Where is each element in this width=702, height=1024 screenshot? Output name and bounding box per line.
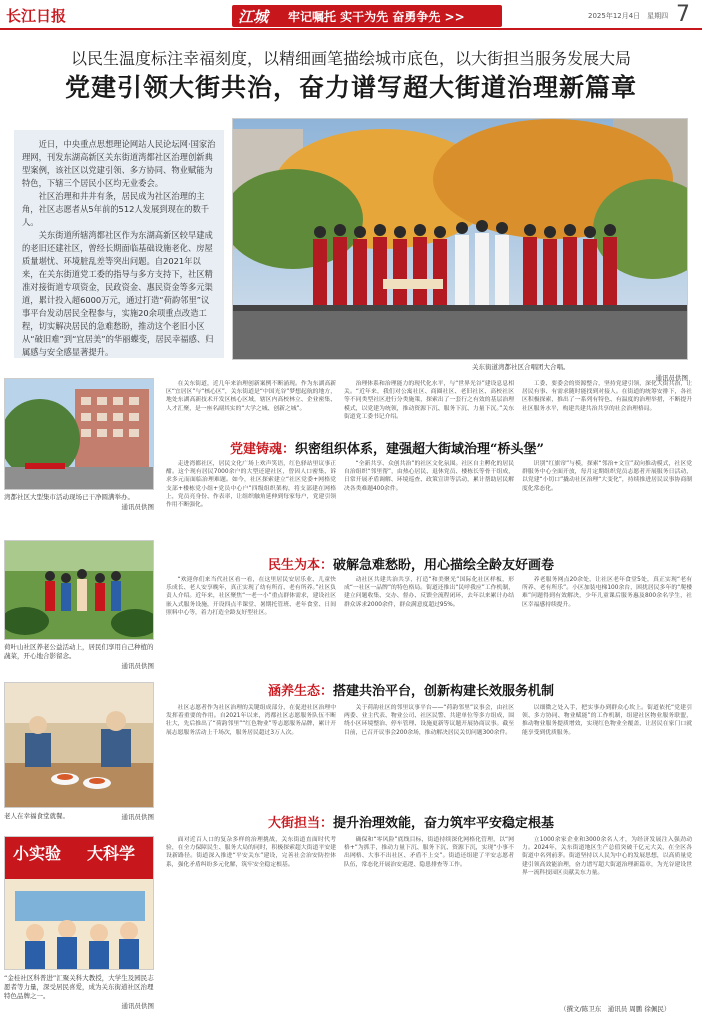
body-s1-col-1: 走进湾都社区，居民文化广场上欢声笑语，红色驿站里议事正酣。这个现有居民7000余户的大型还建社区，曾因人口密集、诉求多元而面临治理难题。如今，社区探索建立“社区党委+网格党支部+楼栋党小组+党员中心户”四级组织架构，将支部建在网格上，党员亮身份、作表率，让组织触角延伸到每家每户，党建引领作用不断强化。 [166, 461, 336, 509]
body-s3-col-3: 以细微之处入手，把实事办到群众心坎上。街道依托“党建引领、多方协同、物业赋能”的工作机制，组建社区物业服务联盟，推动物业服务提质增效，实现红色物业全覆盖，让居民在家门口就能享受到优质服务。 [522, 705, 692, 736]
photo-buildings [4, 378, 154, 490]
body-s1-col-2: “全新共享、众创共治”的社区文化氛围。社区自主孵化的居民自治组织“邻里帮”，由热心居民、退休党员、楼栋长等骨干组成，日常开展矛盾调解、环境巡查、政策宣讲等活动，累计帮助居民解决各类难题400余件。 [344, 461, 514, 492]
body-s2-col-2: 动社区共建共治共享，打造“和美聚光”国际化社区样板，形成“一社区一品牌”的特色格局。街道还推出“民呼我应”工作机制，建立问题收集、交办、督办、反馈全流程闭环，去年以来累计办结群众诉求2000余件，群众满意度超过95%。 [344, 577, 514, 608]
section-2-heading [268, 554, 554, 573]
main-photo-choir [232, 118, 688, 360]
section-3-title: 搭建共治平台，创新构建长效服务机制 [333, 684, 555, 699]
newspaper-logo: 长江日报 [6, 7, 67, 25]
photo-elderly-caption: 老人在幸福食堂就餐。 [4, 812, 69, 820]
photo-garden-credit: 通讯员供图 [121, 662, 154, 670]
section-1-heading [230, 438, 544, 457]
buildings-image [5, 379, 154, 490]
lead-paragraph: 近日，中央重点思想理论网站人民论坛网·国家治理网，刊发东湖高新区关东街道湾都社区治理创新典型案例，该社区以党建引领、多方协同、物业赋能为特色，下辖三个居民小区均无业委会。 [22, 139, 216, 188]
photo-garden [4, 540, 154, 640]
page-number: 7 [676, 2, 690, 27]
main-photo-caption: 关东街道湾都社区合唱团大合唱。 [472, 363, 570, 371]
photo-garden-caption: 荷叶山社区养老公益活动上，居民们享用自己种植的蔬菜，开心地合影留念。 [4, 643, 154, 660]
body-intro-col-2: 治理体系和治理能力的现代化水平，与“世界光谷”建设息息相关。“近年来，我们对公寓社区、商圈社区、老旧社区、高校社区等不同类型社区进行分类施策，探索出了一套行之有效的基层治理模式，以党建为统领，推动资源下沉、服务下沉、力量下沉。”关东街道党工委书记介绍。 [344, 381, 514, 420]
section-1-label: 党建铸魂： [230, 442, 296, 457]
article-subtitle: 以民生温度标注幸福刻度，以精细画笔描绘城市底色，以大街担当服务发展大局 [70, 49, 631, 68]
photo-school-credit: 通讯员供图 [121, 1002, 154, 1010]
section-1-title: 织密组织体系，建强超大街域治理“桥头堡” [295, 442, 544, 457]
section-4-label: 大街担当： [268, 816, 334, 831]
garden-image [5, 541, 154, 640]
body-s2-col-3: 养老服务网点20余处，让社区老年食堂5处，真正实现“老有所养、老有所乐”。小区加装电梯100余台，困扰居民多年的“爬楼难”问题得到有效解决，少年儿童课后服务惠及800余名学生，社区幸福感持续提升。 [522, 577, 692, 608]
photo-school-caption: “金桂社区科普进”汇聚关科大教授，大学生及园民志愿者等力量，深受居民喜爱，成为关东街道社区治理特色品牌之一。 [4, 974, 154, 1000]
section-2-label: 民生为本： [268, 558, 334, 573]
body-s4-col-1: 面对近百人口的复杂多样的治理挑战，关东街道直面时代考验，在全力保障民生、服务大局的同时，积极探索超大街道平安建设新路径。街道深入推进“平安关东”建设，完善社会治安防控体系，强化矛盾纠纷多元化解，筑牢安全稳定根基。 [166, 837, 336, 868]
issue-date: 2025年12月4日 星期四 [588, 12, 669, 20]
main-photo-credit: 通讯员供图 [655, 374, 688, 382]
body-s3-col-1: 社区志愿者作为社区治理的关键组成部分，在促进社区治理中发挥着重要的作用。自2021年以来，湾都社区志愿服务队伍不断壮大，先后推出了“荷韵邻里”“红色物业”等志愿服务品牌，累计开展志愿服务活动上千场次，服务居民超过3万人次。 [166, 705, 336, 736]
body-intro-col-3: 工委、要委会的资源整合，坚持党建引领，深化大街共治，让居民有事、有需求随时能找到对接人。在街道的统筹安排下，各社区积极探索，推出了一系列有特色、有温度的治理举措，不断提升社区服务水平，构建共建共治共享的社会治理格局。 [522, 381, 692, 412]
body-intro-col-1: 在关东街道，近几年来治理创新案例不断涌现。作为东湖高新区“宜居区”与“核心区”，关东街道是“中国光谷”梦想起航的地方，地处东湖高新技术开发区核心区域，辖区内高校林立、企业密集、人才汇聚，是一座名副其实的“大学之城、创新之城”。 [166, 381, 336, 412]
body-s3-col-2: 关于荷韵社区的邻里议事平台——“荷韵邻里”议事会，由社区两委、业主代表、物业公司、社区民警、共建单位等多方组成，围绕小区环境整治、停车管理、设施更新等议题开展协商议事。截至目前，已召开议事会200余场，推动解决居民关切问题300余件。 [344, 705, 514, 736]
body-s4-col-2: 确保和“零风险”底线目标，街道持续深化网格化管理，以“网格+”为抓手，推动力量下沉、服务下沉、资源下沉，实现“小事不出网格、大事不出社区、矛盾不上交”。街道还组建了平安志愿者队伍，常态化开展治安巡逻、隐患排查等工作。 [344, 837, 514, 868]
lead-paragraph: 关东街道所辖湾都社区作为东湖高新区较早建成的老旧还建社区，曾经长期面临基础设施老化、房屋质量堪忧、环境脏乱差等突出问题。自2021年以来，在关东街道党工委的指导与多方支持下，社区精准对接街道专项资金，民政资金、惠民资金等多元渠道，累计投入超6000万元，通过打造“荷韵邻里”议事平台发动居民全程参与，实施20余项重点改造工程，切实解决居民的急难愁盼，推动这个老旧小区从“破旧难”到“宜居美”的华丽蝶变，居民幸福感、归属感与安全感显著提升。 [22, 230, 214, 357]
section-4-title: 提升治理效能，奋力筑牢平安稳定根基 [333, 816, 555, 831]
banner-slogan: 牢记嘱托 实干为先 奋勇争先 >> [288, 10, 465, 24]
photo-buildings-credit: 通讯员供图 [121, 503, 154, 511]
column-banner [232, 5, 502, 27]
author-credit: （撰文/陈卫东 通讯员 周鹏 徐佩民） [560, 1005, 671, 1013]
section-2-title: 破解急难愁盼，用心描绘全龄友好画卷 [333, 558, 555, 573]
photo-elderly [4, 682, 154, 808]
banner-seal: 江城 [238, 8, 269, 26]
section-3-heading [268, 680, 554, 699]
school-sign-2: 大科学 [87, 844, 136, 863]
photo-school [4, 836, 154, 970]
masthead [0, 0, 702, 30]
elderly-dining-image [5, 683, 154, 808]
lead-paragraph: 社区治理和井井有条，居民成为社区治理的主角，社区志愿者从5年前的512人发展到现在的数千人。 [22, 191, 210, 227]
choir-scene-image [233, 119, 688, 360]
body-s4-col-3: 立1000余家企业和3000余名人才，为经济发展注入强劲动力。2024年，关东街道地区生产总值突破千亿元大关，在全区各街道中名列前茅。街道坚持以人民为中心的发展思想，以高质量党建引领高效能治理，奋力谱写超大街道治理新篇章，为光谷建设世界一流科技园区贡献关东力量。 [522, 837, 692, 876]
photo-buildings-caption: 湾都社区大型集市活动现场已干净圆满举办。 [4, 493, 134, 501]
article-headline: 党建引领大街共治，奋力谱写超大街道治理新篇章 [64, 73, 637, 102]
body-s1-col-3: 识别“红旗帘”与模，探索“邻治+文宣”双向推动模式，社区党群服务中心全面开放，每月定期组织党员志愿者开展服务日活动，以党建“小切口”撬动社区治理“大变化”，持续推进居民议事协商制度化常态化。 [522, 461, 692, 492]
school-sign-1: 小实验 [13, 844, 62, 863]
lead-box [14, 130, 224, 358]
body-s2-col-1: “欢迎你们来当代社区看一看，在这里居民安居乐业、儿童快乐成长、老人安享晚年，真正实现了幼有所育、老有所养。”社区负责人介绍。近年来，社区聚焦“一老一小”重点群体需求，建设社区嵌入式服务设施，开设四点半课堂、暑期托管班、老年食堂、日间照料中心等，着力打造全龄友好型社区。 [166, 577, 336, 616]
section-3-label: 涵养生态： [268, 684, 334, 699]
photo-elderly-credit: 通讯员供图 [121, 813, 154, 821]
section-4-heading [268, 812, 554, 831]
